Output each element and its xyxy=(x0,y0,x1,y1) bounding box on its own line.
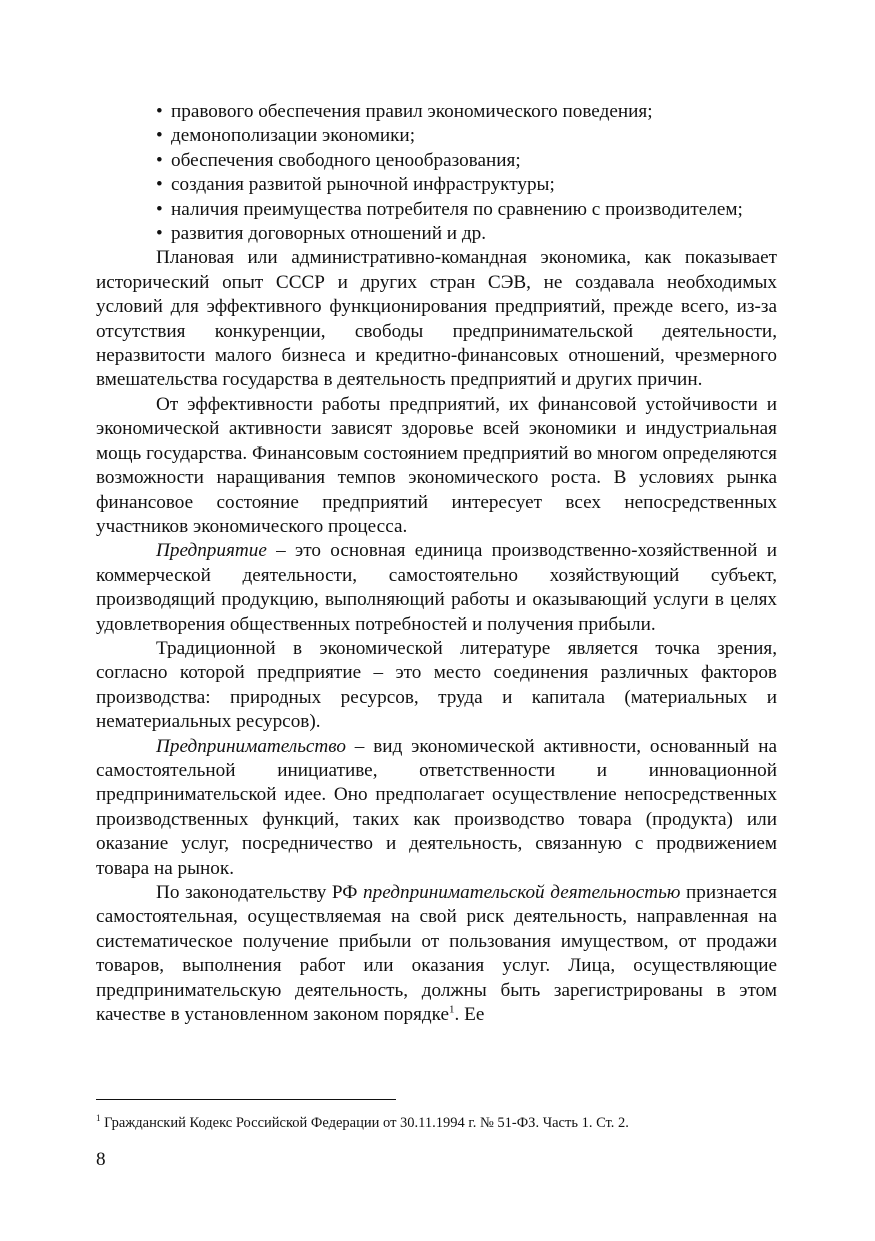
term-entrepreneurship: Предпринимательство xyxy=(156,735,346,757)
enterprise-definition-text: – это основная единица производственно-хозяйственной и коммерческой деятельности, самостоятельно хозяйствующий субъект, производящий продукцию, выполняющий работы и оказывающий услуги в целях удовлетворения общественных потребностей и получения прибыли. xyxy=(96,540,777,635)
bullet-text: правового обеспечения правил экономического поведения; xyxy=(171,101,653,122)
bullet-icon: • xyxy=(156,125,163,147)
footnote-text: Гражданский Кодекс Российской Федерации от 30.11.1994 г. № 51-ФЗ. Часть 1. Ст. 2. xyxy=(100,1115,629,1131)
paragraph-planned-economy: Плановая или административно-командная экономика, как показывает исторический опыт СССР и других стран СЭВ, не создавала необходимых условий для эффективного функционирования предприятий, прежде всего, из-за отсутствия конкуренции, свободы предпринимательской деятельности, неразвитости малого бизнеса и кредитно-финансовых отношений, чрезмерного вмешательства государства в деятельность предприятий и других причин. xyxy=(96,247,777,391)
entrepreneurship-definition-text: – вид экономической активности, основанный на самостоятельной инициативе, ответственности и инновационной предпринимательской идее. Оно предполагает осуществление непосредственных производственных функций, таких как производство товара (продукта) или оказание услуг, посредничество и деятельность, связанную с продвижением товара на рынок. xyxy=(96,735,777,879)
bullet-text: обеспечения свободного ценообразования; xyxy=(171,149,521,171)
term-enterprise: Предприятие xyxy=(156,540,267,562)
bullet-item xyxy=(96,149,777,173)
bullet-icon: • xyxy=(156,174,163,196)
bullet-item xyxy=(96,222,777,246)
paragraph-legislation xyxy=(96,881,777,1027)
paragraph-financial-stability: От эффективности работы предприятий, их финансовой устойчивости и экономической активности зависят здоровье всей экономики и индустриальная мощь государства. Финансовым состоянием предприятий во многом определяются возможности наращивания темпов экономического роста. В условиях рынка финансовое состояние предприятий интересует всех непосредственных участников экономического процесса. xyxy=(96,393,777,537)
bullet-icon: • xyxy=(156,223,163,245)
term-entrepreneurial-activity: предпринимательской деятельностью xyxy=(363,882,681,903)
bullet-item xyxy=(96,198,777,222)
legislation-end: . Ее xyxy=(454,1004,485,1026)
bullet-text: демонополизации экономики; xyxy=(171,125,416,147)
paragraph-enterprise-definition xyxy=(96,539,777,637)
bullet-item xyxy=(96,173,777,197)
legislation-text: признается самостоятельная, осуществляемая на свой риск деятельность, направленная на систематическое получение прибыли от пользования имуществом, от продажи товаров, выполнения работ или оказания услуг. Лица, осуществляющие предпринимательскую деятельность, должны быть зарегистрированы в этом качестве в установленном законом порядке xyxy=(96,882,777,1026)
footnote-reference[interactable]: 1 xyxy=(449,1003,455,1016)
bullet-item xyxy=(96,100,777,124)
bullet-text: наличия преимущества потребителя по сравнению с производителем; xyxy=(171,198,743,220)
paragraph-entrepreneurship-definition xyxy=(96,735,777,881)
bullet-item xyxy=(96,124,777,148)
legislation-intro: По законодательству РФ xyxy=(156,882,364,903)
paragraph-traditional-view: Традиционной в экономической литературе является точка зрения, согласно которой предприятие – это место соединения различных факторов производства: природных ресурсов, труда и капитала (материальных и нематериальных ресурсов). xyxy=(96,637,777,733)
footnote xyxy=(96,1114,796,1132)
bullet-icon: • xyxy=(156,198,163,220)
footnote-marker: 1 xyxy=(96,1113,101,1124)
bullet-text: создания развитой рыночной инфраструктуры; xyxy=(171,174,555,196)
page-number: 8 xyxy=(96,1149,106,1170)
bullet-icon: • xyxy=(156,149,163,171)
footnote-divider xyxy=(96,1099,396,1100)
body-text xyxy=(96,100,777,1027)
bullet-icon: • xyxy=(156,101,163,122)
bullet-text: развития договорных отношений и др. xyxy=(171,223,487,245)
